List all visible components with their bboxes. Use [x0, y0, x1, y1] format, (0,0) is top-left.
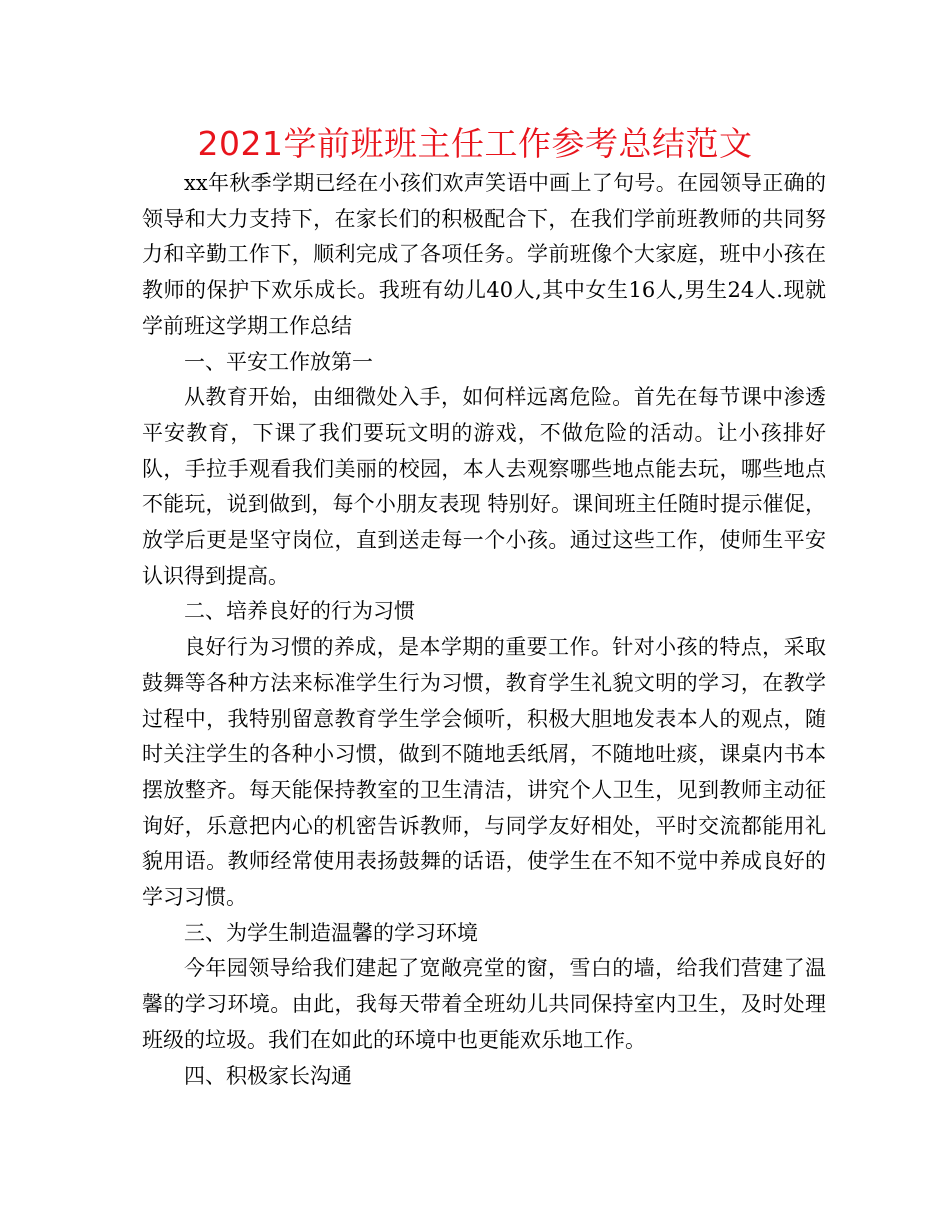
paragraph-intro: xx年秋季学期已经在小孩们欢声笑语中画上了句号。在园领导正确的领导和大力支持下，在家长们的积极配合下，在我们学前班教师的共同努力和辛勤工作下，顺利完成了各项任务。学前班像个大家庭，班中小孩在教师的保护下欢乐成长。我班有幼儿40人,其中女生16人,男生24人.现就学前班这学期工作总结 — [142, 171, 826, 338]
paragraph-section-3: 今年园领导给我们建起了宽敞亮堂的窗，雪白的墙，给我们营建了温馨的学习环境。由此，我每天带着全班幼儿共同保持室内卫生，及时处理班级的垃圾。我们在如此的环境中也更能欢乐地工作。 — [142, 956, 826, 1052]
document-body — [142, 166, 826, 1094]
paragraph-section-2: 良好行为习惯的养成，是本学期的重要工作。针对小孩的特点，采取鼓舞等各种方法来标准学生行为习惯，教育学生礼貌文明的学习，在教学过程中，我特别留意教育学生学会倾听，积极大胆地发表本人的观点，随时关注学生的各种小习惯，做到不随地丢纸屑，不随地吐痰，课桌内书本摆放整齐。每天能保持教室的卫生清洁，讲究个人卫生，见到教师主动征询好，乐意把内心的机密告诉教师，与同学友好相处，平时交流都能用礼貌用语。教师经常使用表扬鼓舞的话语，使学生在不知不觉中养成良好的学习习惯。 — [142, 635, 826, 910]
document-title: 2021学前班班主任工作参考总结范文 — [197, 124, 753, 163]
section-heading-4: 四、积极家长沟通 — [184, 1063, 352, 1088]
section-heading-3: 三、为学生制造温馨的学习环境 — [184, 920, 478, 945]
section-heading-1: 一、平安工作放第一 — [184, 349, 373, 374]
section-heading-2: 二、培养良好的行为习惯 — [184, 599, 415, 624]
paragraph-section-1: 从教育开始，由细微处入手，如何样远离危险。首先在每节课中渗透平安教育，下课了我们要玩文明的游戏，不做危险的活动。让小孩排好队，手拉手观看我们美丽的校园，本人去观察哪些地点能去玩，哪些地点不能玩，说到做到，每个小朋友表现 特别好。课间班主任随时提示催促，放学后更是坚守岗位，直到送走每一个小孩。通过这些工作，使师生平安认识得到提高。 — [142, 385, 826, 588]
